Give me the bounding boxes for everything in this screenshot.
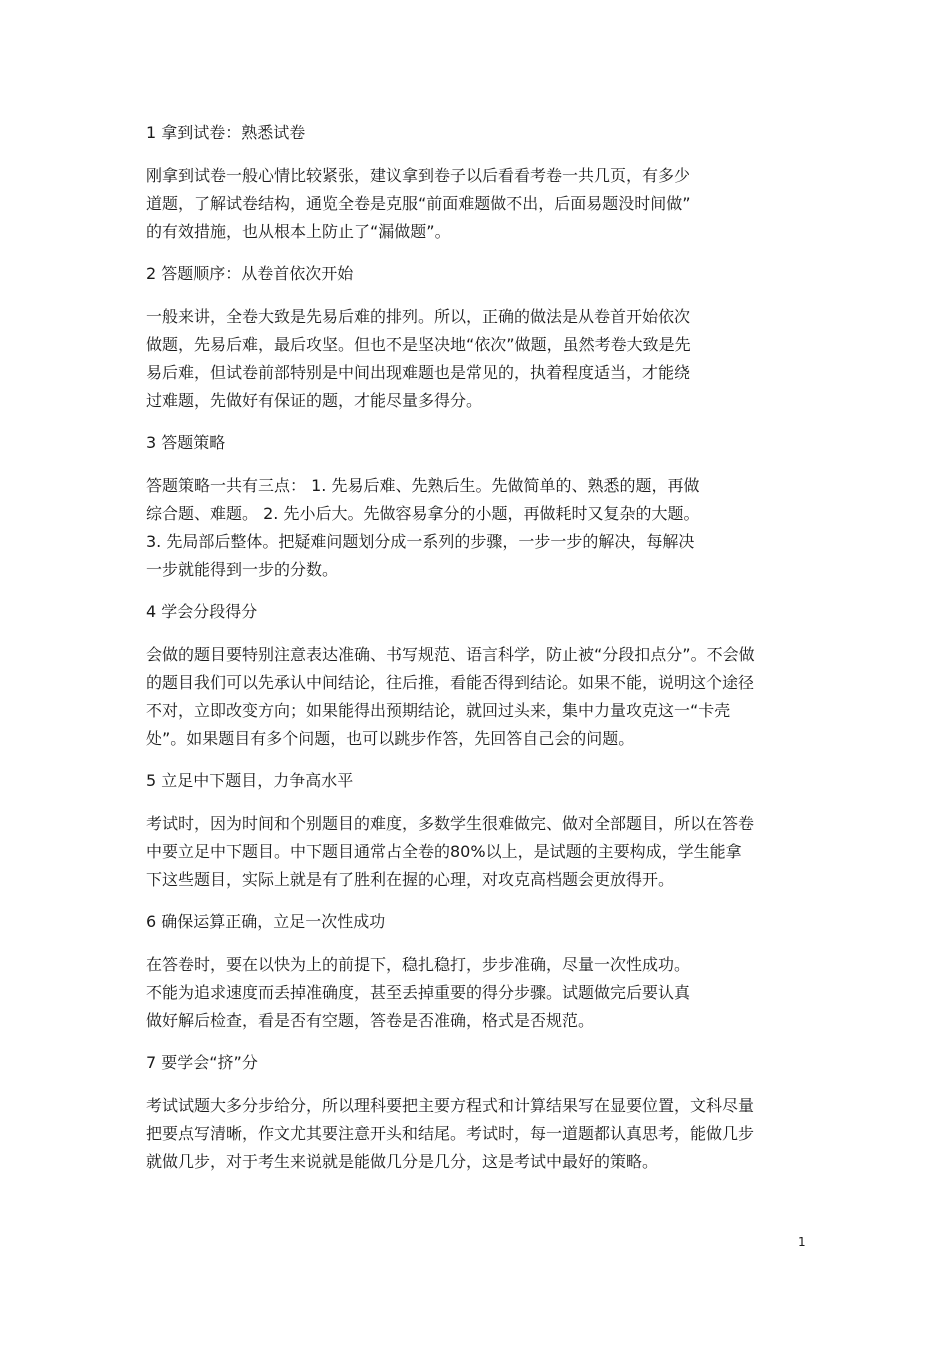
section-paragraph bbox=[146, 162, 846, 246]
paragraph-line: 道题，了解试卷结构，通览全卷是克服“前面难题做不出，后面易题没时间做” bbox=[146, 194, 691, 213]
paragraph-line: 的有效措施，也从根本上防止了“漏做题”。 bbox=[146, 222, 451, 241]
paragraph-line: 在答卷时，要在以快为上的前提下，稳扎稳打，步步准确，尽量一次性成功。 bbox=[146, 955, 691, 974]
paragraph-line: 的题目我们可以先承认中间结论，往后推，看能否得到结论。如果不能，说明这个途径 bbox=[146, 673, 755, 692]
section-paragraph bbox=[146, 810, 846, 894]
section-heading: 4 学会分段得分 bbox=[146, 602, 258, 621]
paragraph-line: 综合题、难题。 2. 先小后大。先做容易拿分的小题，再做耗时又复杂的大题。 bbox=[146, 504, 700, 523]
page-number: 1 bbox=[798, 1235, 806, 1249]
paragraph-line: 做题，先易后难，最后攻坚。但也不是坚决地“依次”做题，虽然考卷大致是先 bbox=[146, 335, 691, 354]
section-heading: 2 答题顺序：从卷首依次开始 bbox=[146, 264, 354, 283]
paragraph-line: 就做几步，对于考生来说就是能做几分是几分，这是考试中最好的策略。 bbox=[146, 1152, 659, 1171]
paragraph-line: 一般来讲，全卷大致是先易后难的排列。所以，正确的做法是从卷首开始依次 bbox=[146, 307, 691, 326]
section-heading: 3 答题策略 bbox=[146, 433, 226, 452]
section-heading: 6 确保运算正确，立足一次性成功 bbox=[146, 912, 386, 931]
paragraph-line: 处”。如果题目有多个问题，也可以跳步作答，先回答自己会的问题。 bbox=[146, 729, 635, 748]
paragraph-line: 做好解后检查，看是否有空题，答卷是否准确，格式是否规范。 bbox=[146, 1011, 595, 1030]
paragraph-line: 会做的题目要特别注意表达准确、书写规范、语言科学，防止被“分段扣点分”。不会做 bbox=[146, 645, 755, 664]
section-paragraph bbox=[146, 951, 846, 1035]
paragraph-line: 考试时，因为时间和个别题目的难度，多数学生很难做完、做对全部题目，所以在答卷 bbox=[146, 814, 755, 833]
paragraph-line: 把要点写清晰，作文尤其要注意开头和结尾。考试时，每一道题都认真思考，能做几步 bbox=[146, 1124, 755, 1143]
paragraph-line: 3. 先局部后整体。把疑难问题划分成一系列的步骤，一步一步的解决，每解决 bbox=[146, 532, 695, 551]
paragraph-line: 不对，立即改变方向；如果能得出预期结论，就回过头来，集中力量攻克这一“卡壳 bbox=[146, 701, 731, 720]
section-paragraph bbox=[146, 303, 846, 415]
section-2 bbox=[146, 261, 846, 415]
paragraph-line: 考试试题大多分步给分，所以理科要把主要方程式和计算结果写在显要位置，文科尽量 bbox=[146, 1096, 755, 1115]
paragraph-line: 易后难，但试卷前部特别是中间出现难题也是常见的，执着程度适当，才能绕 bbox=[146, 363, 691, 382]
section-5 bbox=[146, 768, 846, 894]
paragraph-line: 下这些题目，实际上就是有了胜利在握的心理，对攻克高档题会更放得开。 bbox=[146, 870, 675, 889]
paragraph-line: 刚拿到试卷一般心情比较紧张，建议拿到卷子以后看看考卷一共几页，有多少 bbox=[146, 166, 691, 185]
section-4 bbox=[146, 599, 846, 753]
section-1 bbox=[146, 120, 846, 246]
section-heading: 5 立足中下题目，力争高水平 bbox=[146, 771, 354, 790]
document-body bbox=[146, 120, 846, 1191]
section-heading: 1 拿到试卷：熟悉试卷 bbox=[146, 123, 306, 142]
section-heading: 7 要学会“挤”分 bbox=[146, 1053, 258, 1072]
section-3 bbox=[146, 430, 846, 584]
section-paragraph bbox=[146, 641, 846, 753]
section-6 bbox=[146, 909, 846, 1035]
section-7 bbox=[146, 1050, 846, 1176]
paragraph-line: 中要立足中下题目。中下题目通常占全卷的80%以上，是试题的主要构成，学生能拿 bbox=[146, 842, 742, 861]
paragraph-line: 不能为追求速度而丢掉准确度，甚至丢掉重要的得分步骤。试题做完后要认真 bbox=[146, 983, 691, 1002]
section-paragraph bbox=[146, 472, 846, 584]
paragraph-line: 答题策略一共有三点： 1. 先易后难、先熟后生。先做简单的、熟悉的题，再做 bbox=[146, 476, 700, 495]
section-paragraph bbox=[146, 1092, 846, 1176]
paragraph-line: 一步就能得到一步的分数。 bbox=[146, 560, 339, 579]
paragraph-line: 过难题，先做好有保证的题，才能尽量多得分。 bbox=[146, 391, 483, 410]
